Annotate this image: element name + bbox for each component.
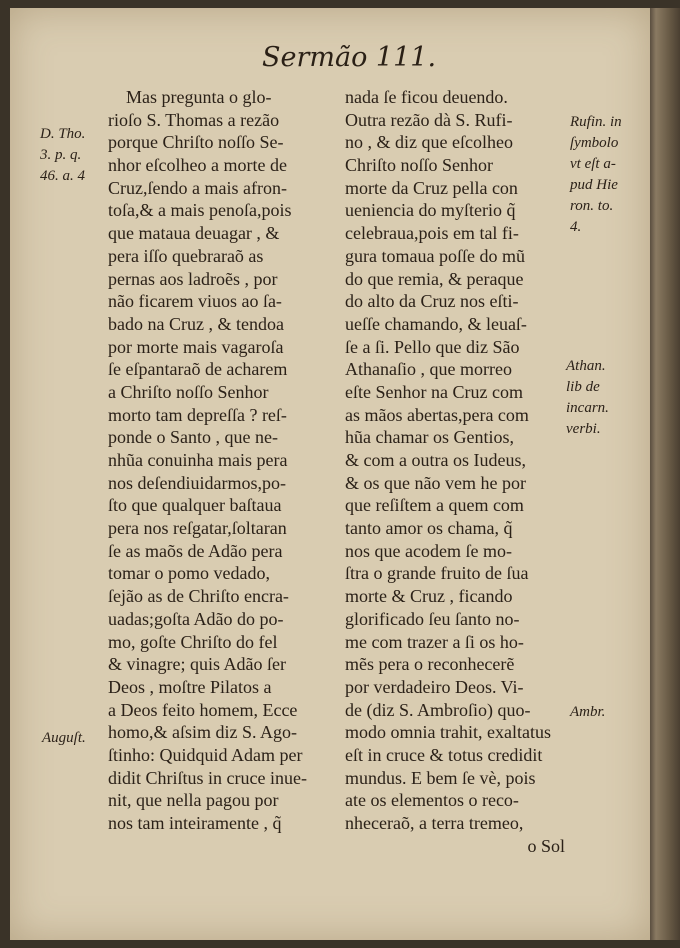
text-line: didit Chriſtus in cruce inue- bbox=[108, 767, 307, 788]
margin-note-rufinus bbox=[570, 112, 622, 238]
text-line: a Chriſto noſſo Senhor bbox=[108, 381, 269, 402]
text-line: me com trazer a ſi os ho- bbox=[345, 631, 524, 652]
margin-note-line: vt eſt a- bbox=[570, 156, 616, 172]
margin-note-line: 3. p. q. bbox=[40, 147, 82, 163]
text-line: por verdadeiro Deos. Vi- bbox=[345, 676, 524, 697]
text-line: celebraua,pois em tal fi- bbox=[345, 223, 519, 244]
text-line: morto tam depreſſa ? reſ- bbox=[108, 404, 287, 425]
right-text-column bbox=[345, 86, 565, 857]
text-line: toſa,& a mais penoſa,pois bbox=[108, 200, 292, 221]
margin-note-line: Athan. bbox=[566, 358, 606, 374]
text-line: do alto da Cruz nos eſti- bbox=[345, 291, 519, 312]
margin-note-line: verbi. bbox=[566, 421, 601, 437]
text-line: ſto que qualquer baſtaua bbox=[108, 495, 282, 516]
margin-note-athanasius bbox=[566, 356, 609, 440]
running-head: Sermão 111. bbox=[262, 42, 437, 73]
text-line: bado na Cruz , & tendoa bbox=[108, 313, 284, 334]
text-line: pernas aos ladroẽs , por bbox=[108, 268, 278, 289]
text-line: & os que não vem he por bbox=[345, 472, 526, 493]
text-line: nit, que nella pagou por bbox=[108, 790, 279, 811]
text-line: as mãos abertas,pera com bbox=[345, 404, 529, 425]
text-line: pera iſſo quebraraõ as bbox=[108, 245, 264, 266]
text-line: nhor eſcolheo a morte de bbox=[108, 155, 287, 176]
text-line: nos que acodem ſe mo- bbox=[345, 540, 512, 561]
text-line: eſte Senhor na Cruz com bbox=[345, 381, 523, 402]
text-line: a Deos feito homem, Ecce bbox=[108, 699, 298, 720]
text-line: modo omnia trahit, exaltatus bbox=[345, 722, 551, 743]
text-line: Athanaſio , que morreo bbox=[345, 359, 512, 380]
text-line: ſejão as de Chriſto encra- bbox=[108, 586, 289, 607]
margin-note-line: incarn. bbox=[566, 400, 609, 416]
left-text-column bbox=[108, 86, 307, 835]
text-line: do que remia, & peraque bbox=[345, 268, 524, 289]
margin-note-line: 4. bbox=[570, 219, 582, 235]
text-line: ſe as maõs de Adão pera bbox=[108, 540, 283, 561]
book-page bbox=[10, 8, 650, 940]
page-header bbox=[10, 42, 650, 82]
margin-note-augustine bbox=[42, 728, 86, 749]
text-line: ponde o Santo , que ne- bbox=[108, 427, 278, 448]
text-line: que reſiſtem a quem com bbox=[345, 495, 524, 516]
margin-note-line: ſymbolo bbox=[570, 135, 619, 151]
margin-note-line: 46. a. 4 bbox=[40, 168, 85, 184]
text-line: mundus. E bem ſe vè, pois bbox=[345, 767, 536, 788]
text-line: glorificado ſeu ſanto no- bbox=[345, 608, 520, 629]
margin-note-thomas bbox=[40, 124, 85, 187]
text-line: hũa chamar os Gentios, bbox=[345, 427, 514, 448]
text-line: mẽs pera o reconhecerẽ bbox=[345, 654, 515, 675]
margin-note-line: Ambr. bbox=[570, 704, 606, 720]
text-line: Mas pregunta o glo- bbox=[126, 87, 272, 107]
text-line: ate os elementos o reco- bbox=[345, 790, 519, 811]
text-line: morte & Cruz , ficando bbox=[345, 586, 513, 607]
margin-note-line: Auguſt. bbox=[42, 730, 86, 746]
text-line: ueniencia do myſterio q̃ bbox=[345, 200, 516, 221]
text-line: por morte mais vagaroſa bbox=[108, 336, 284, 357]
text-line: uadas;goſta Adão do po- bbox=[108, 608, 284, 629]
text-line: Chriſto noſſo Senhor bbox=[345, 155, 493, 176]
text-line: nos tam inteiramente , q̃ bbox=[108, 813, 282, 833]
margin-note-line: D. Tho. bbox=[40, 126, 86, 142]
text-line: porque Chriſto noſſo Se- bbox=[108, 132, 284, 153]
text-line: de (diz S. Ambroſio) quo- bbox=[345, 699, 531, 720]
text-line: não ficarem viuos ao ſa- bbox=[108, 291, 282, 312]
text-line: tomar o pomo vedado, bbox=[108, 563, 270, 584]
text-line: mo, goſte Chriſto do fel bbox=[108, 631, 278, 652]
margin-note-line: Rufin. in bbox=[570, 114, 622, 130]
margin-note-line: pud Hie bbox=[570, 177, 618, 193]
text-line: ueſſe chamando, & leuaſ- bbox=[345, 313, 527, 334]
text-line: ſtinho: Quidquid Adam per bbox=[108, 744, 303, 765]
text-line: Outra rezão dà S. Rufi- bbox=[345, 109, 513, 130]
text-line: rioſo S. Thomas a rezão bbox=[108, 109, 280, 130]
text-line: ſe eſpantaraõ de acharem bbox=[108, 359, 288, 380]
text-line: pera nos reſgatar,ſoltaran bbox=[108, 518, 287, 539]
text-line: nos deſendiuidarmos,po- bbox=[108, 472, 286, 493]
text-line: Deos , moſtre Pilatos a bbox=[108, 676, 272, 697]
text-line: morte da Cruz pella con bbox=[345, 177, 518, 198]
text-line: ſtra o grande fruito de ſua bbox=[345, 563, 529, 584]
margin-note-ambrose bbox=[570, 702, 605, 723]
margin-note-line: lib de bbox=[566, 379, 600, 395]
text-line: nhũa conuinha mais pera bbox=[108, 450, 288, 470]
text-line: Cruz,ſendo a mais afron- bbox=[108, 177, 287, 198]
text-line: nheceraõ, a terra tremeo, bbox=[345, 813, 524, 833]
text-line: no , & diz que eſcolheo bbox=[345, 132, 513, 153]
text-line: tanto amor os chama, q̃ bbox=[345, 518, 513, 539]
text-line: eſt in cruce & totus credidit bbox=[345, 744, 543, 765]
text-line: gura tomaua poſſe do mũ bbox=[345, 245, 525, 266]
margin-note-line: ron. to. bbox=[570, 198, 614, 214]
text-line: o Sol bbox=[527, 835, 565, 856]
adjacent-page-edge bbox=[650, 8, 680, 940]
text-line: nada ſe ficou deuendo. bbox=[345, 87, 508, 107]
text-line: & com a outra os Iudeus, bbox=[345, 450, 526, 470]
text-line: & vinagre; quis Adão ſer bbox=[108, 654, 286, 675]
text-line: que mataua deuagar , & bbox=[108, 223, 280, 244]
text-line: ſe a ſi. Pello que diz São bbox=[345, 336, 520, 357]
text-line: homo,& aſsim diz S. Ago- bbox=[108, 722, 297, 743]
